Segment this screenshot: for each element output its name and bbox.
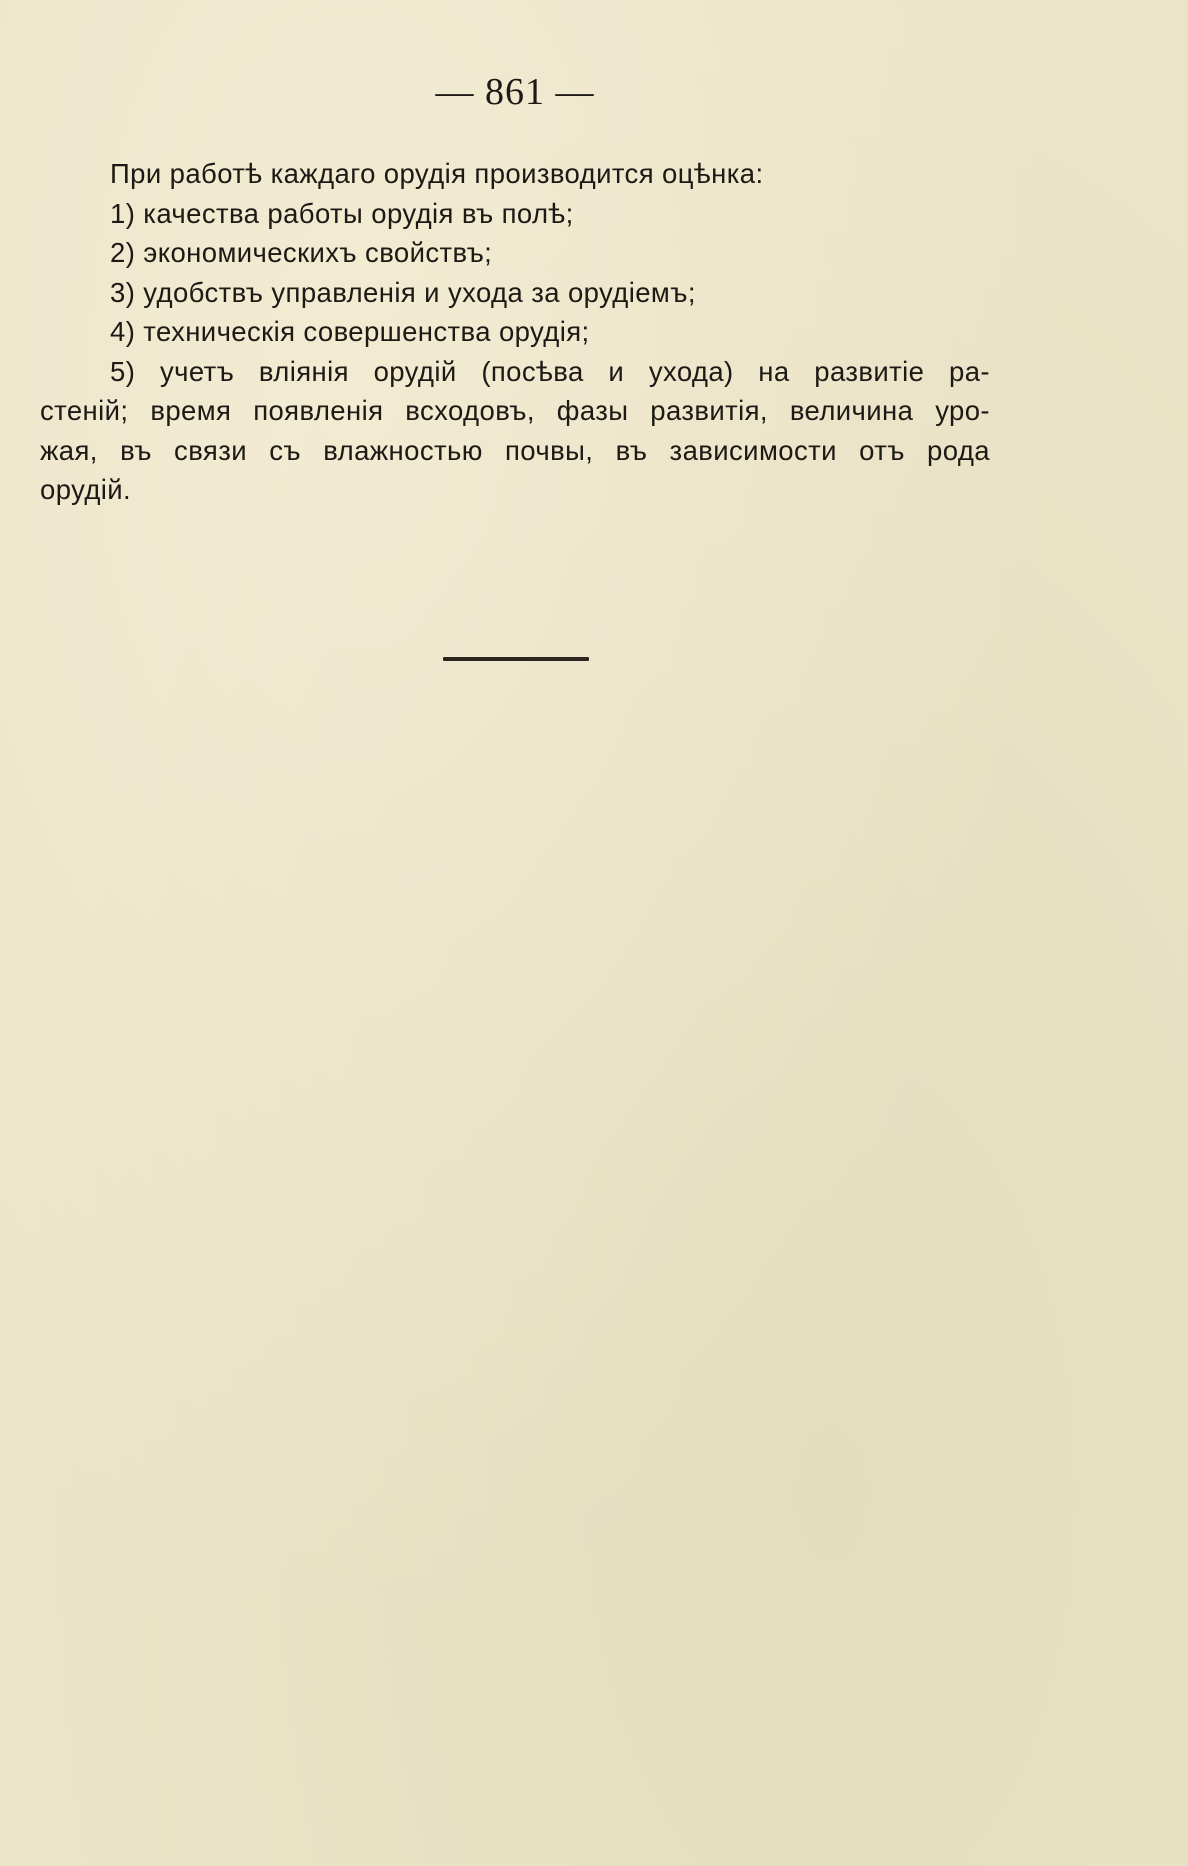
list-item-2: 2) экономическихъ свойствъ; (110, 237, 493, 268)
intro-line: При работѣ каждаго орудія производится оцѣнка: (110, 158, 764, 189)
list-item-4: 4) техническія совершенства орудія; (110, 316, 590, 347)
list-item-5-line-3: жая, въ связи съ влажностью почвы, въ зависимости отъ рода (40, 434, 990, 466)
list-item-5-line-1: 5) учетъ вліянія орудій (посѣва и ухода) на развитіе ра- (110, 355, 990, 387)
body-text (40, 154, 990, 510)
list-item-5-line-2: стеній; время появленія всходовъ, фазы развитія, величина уро- (40, 395, 990, 426)
section-divider-rule (443, 657, 589, 661)
list-item-1: 1) качества работы орудія въ полѣ; (110, 197, 574, 229)
page-number: — 861 — (435, 71, 595, 113)
list-item-3: 3) удобствъ управленія и ухода за орудіемъ; (110, 276, 696, 308)
list-item-5-line-4: орудій. (40, 474, 132, 505)
